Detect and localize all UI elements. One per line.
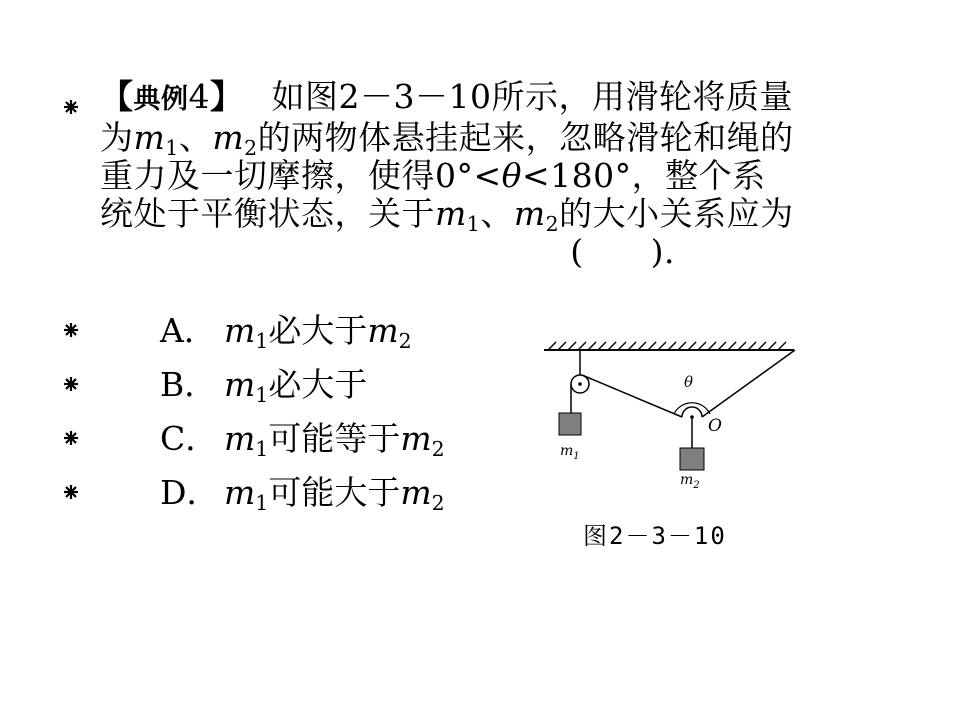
mass-subscript: 2 bbox=[398, 329, 412, 354]
problem-statement bbox=[100, 78, 910, 271]
figure-caption: 图2－3－10 bbox=[583, 522, 727, 550]
star-bullet-icon bbox=[62, 429, 80, 447]
mass-symbol: m bbox=[435, 194, 467, 233]
mass-symbol: m bbox=[400, 419, 432, 458]
problem-line-4 bbox=[100, 194, 910, 237]
example-tag-close: 】 bbox=[210, 77, 244, 116]
m1-label: $m_1$ bbox=[560, 443, 580, 462]
option-text: 可能等于 bbox=[268, 419, 401, 458]
answer-blank: ( ). bbox=[570, 232, 675, 271]
problem-text: <180°，整个系 bbox=[522, 156, 766, 195]
option-d[interactable] bbox=[160, 473, 445, 516]
rope-right bbox=[702, 350, 795, 417]
star-bullet-icon bbox=[62, 483, 80, 501]
mass-subscript: 2 bbox=[431, 491, 445, 516]
m2-label: $m_2$ bbox=[680, 472, 700, 491]
mass-symbol: m bbox=[224, 419, 256, 458]
mass-symbol: m bbox=[224, 311, 256, 350]
mass-subscript: 2 bbox=[431, 437, 445, 462]
mass-symbol: m bbox=[513, 194, 546, 233]
pulley-diagram bbox=[536, 334, 806, 498]
mass-subscript: 1 bbox=[255, 329, 269, 354]
mass-symbol: m bbox=[212, 118, 245, 157]
separator: 、 bbox=[480, 194, 514, 233]
problem-line-3 bbox=[100, 157, 910, 195]
mass-subscript: 2 bbox=[545, 212, 560, 237]
ceiling bbox=[544, 342, 794, 350]
fixed-pulley-axle bbox=[578, 382, 582, 386]
mass-symbol: m bbox=[224, 365, 256, 404]
star-bullet-icon bbox=[62, 98, 80, 116]
problem-line-2 bbox=[100, 118, 910, 161]
separator: 、 bbox=[178, 118, 213, 157]
problem-text: 统处于平衡状态，关于 bbox=[100, 194, 435, 233]
example-tag-open: 【 bbox=[100, 77, 134, 116]
angle-arc bbox=[674, 403, 710, 414]
theta-label: θ bbox=[684, 373, 694, 391]
mass-symbol: m bbox=[367, 311, 399, 350]
mass-subscript: 1 bbox=[255, 437, 269, 462]
option-text: 可能大于 bbox=[268, 473, 401, 512]
option-text: 必大于 bbox=[268, 365, 368, 404]
mass-subscript: 2 bbox=[244, 136, 258, 161]
problem-text: 的大小关系应为 bbox=[559, 194, 794, 233]
option-key: B． bbox=[160, 365, 218, 404]
option-b[interactable] bbox=[160, 365, 368, 408]
problem-line-1 bbox=[100, 78, 910, 119]
option-text: 必大于 bbox=[268, 311, 368, 350]
mass-symbol: m bbox=[133, 118, 166, 157]
option-key: C． bbox=[160, 419, 219, 458]
o-label: O bbox=[708, 416, 722, 436]
theta-symbol: θ bbox=[501, 156, 523, 195]
problem-text: 重力及一切摩擦，使得0°< bbox=[100, 156, 502, 195]
mass-block-m1 bbox=[559, 413, 581, 435]
problem-text-1: 如图2－3－10所示，用滑轮将质量 bbox=[271, 77, 793, 116]
problem-text: 的两物体悬挂起来，忽略滑轮和绳的 bbox=[257, 118, 794, 157]
mass-symbol: m bbox=[224, 473, 256, 512]
mass-symbol: m bbox=[400, 473, 432, 512]
rope-left bbox=[582, 375, 682, 417]
example-tag-number: 4 bbox=[188, 77, 210, 116]
star-bullet-icon bbox=[62, 375, 80, 393]
mass-block-m2 bbox=[680, 448, 704, 470]
mass-subscript: 1 bbox=[255, 491, 269, 516]
star-bullet-icon bbox=[62, 321, 80, 339]
option-key: A． bbox=[160, 311, 217, 350]
option-key: D． bbox=[160, 473, 220, 512]
mass-subscript: 1 bbox=[466, 212, 481, 237]
mass-subscript: 1 bbox=[255, 383, 269, 408]
problem-text: 为 bbox=[100, 118, 134, 157]
mass-subscript: 1 bbox=[165, 136, 179, 161]
example-tag-label: 典例 bbox=[133, 84, 189, 115]
option-c[interactable] bbox=[160, 419, 445, 462]
option-a[interactable] bbox=[160, 311, 412, 354]
